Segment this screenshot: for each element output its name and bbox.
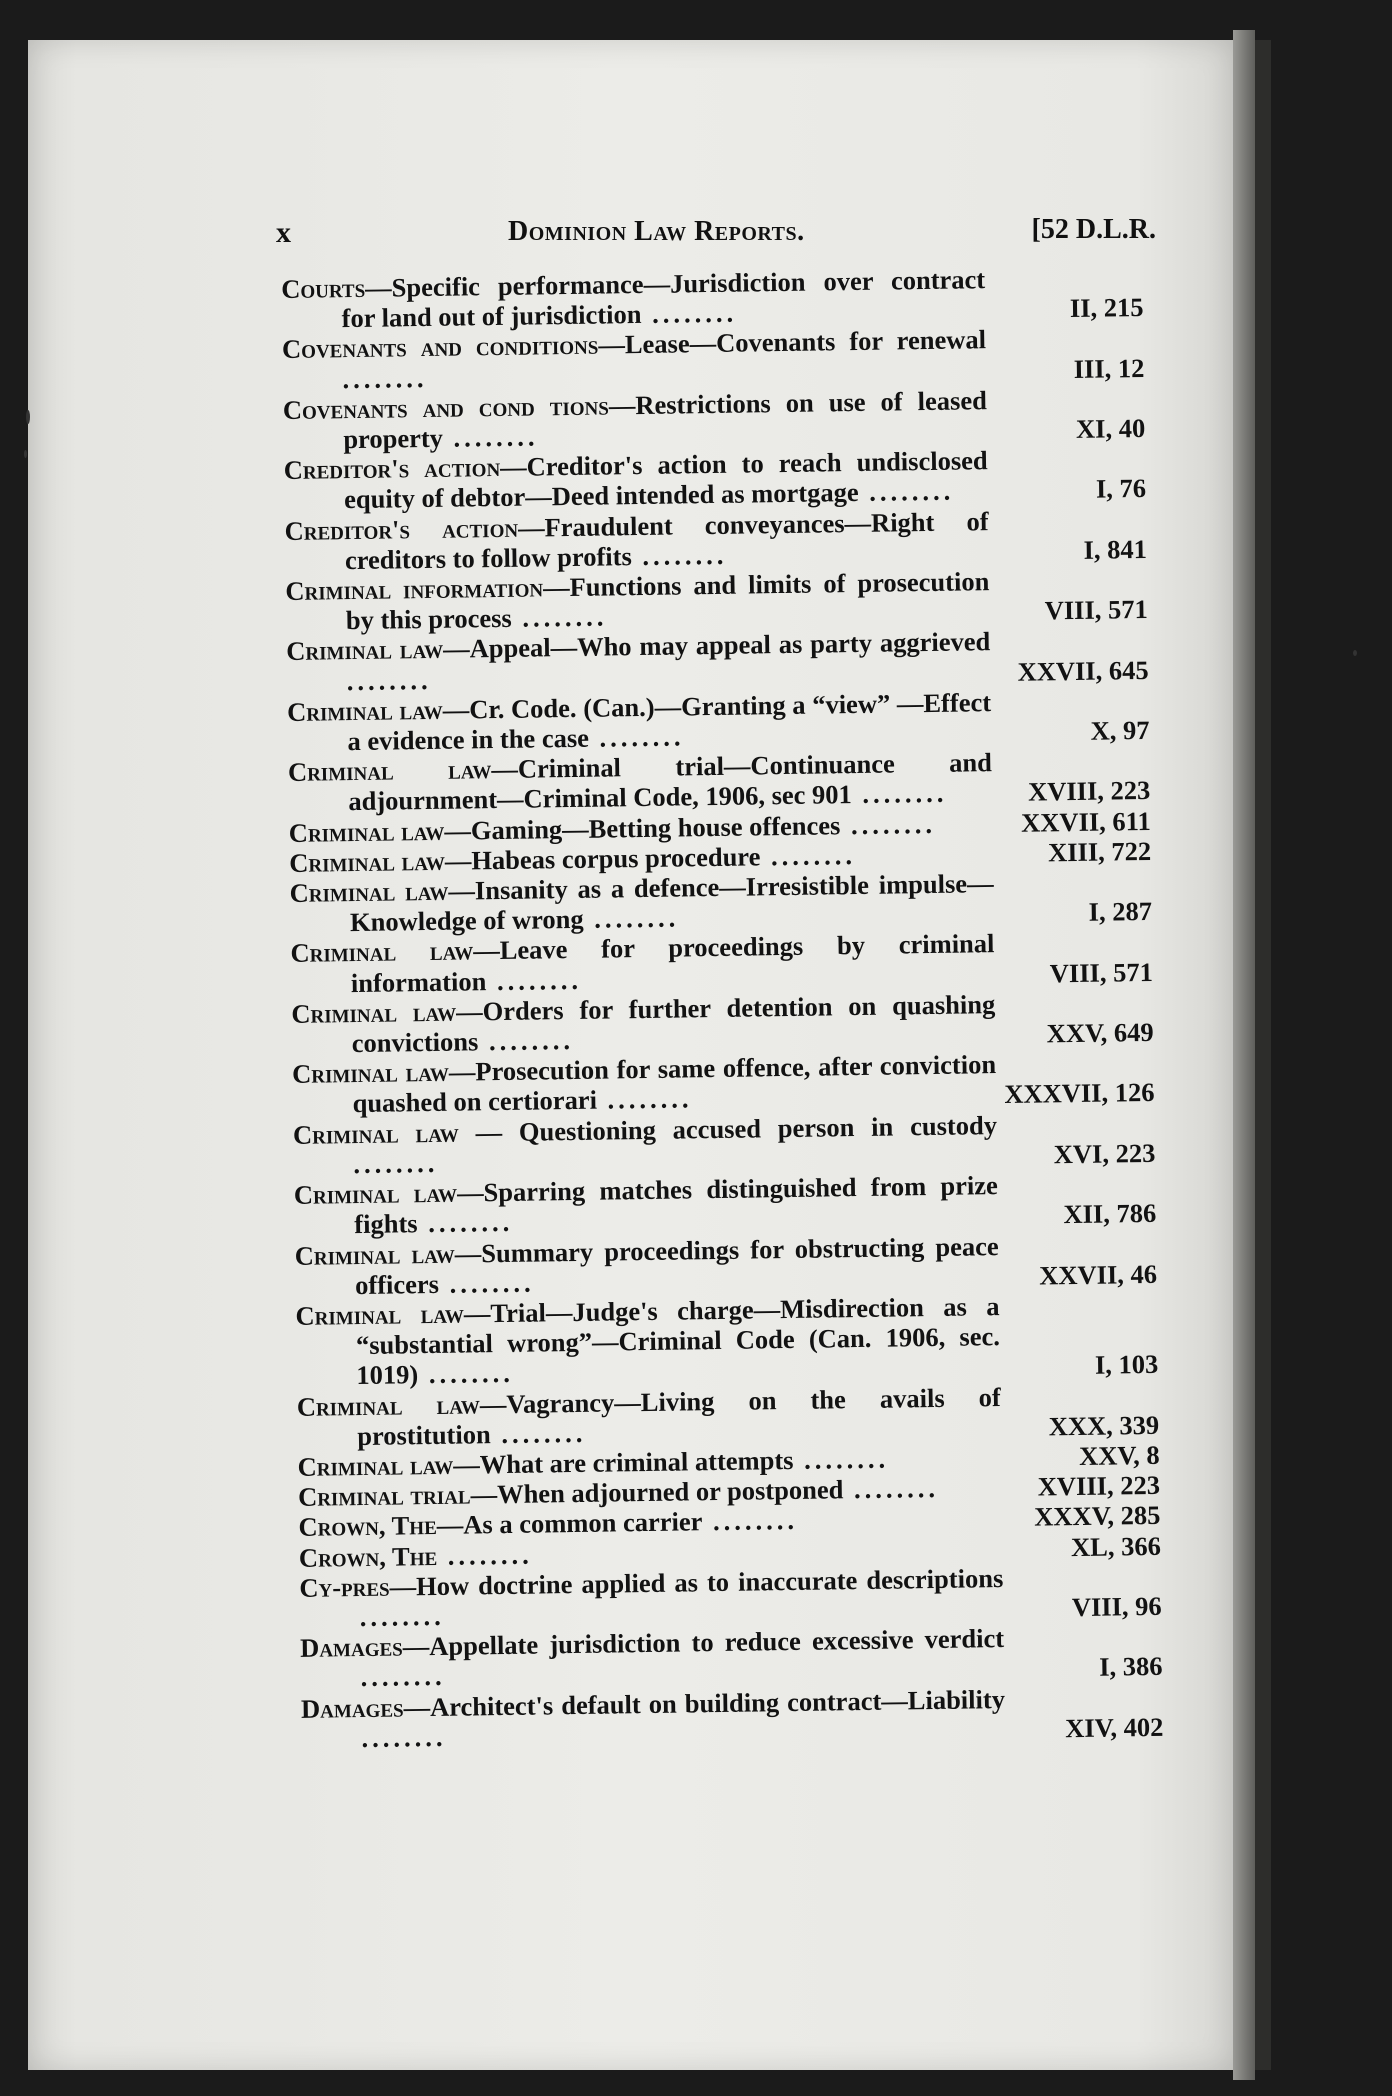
entry-subject: —Specific performance—Jurisdiction over contract for land out of jurisdiction: [341, 264, 986, 334]
entry-subject: —As a common carrier: [436, 1506, 703, 1541]
index-entry: [295, 1289, 1158, 1392]
index-entry: [289, 866, 1152, 938]
entry-subject: —Summary proceedings for obstructing peace officers: [354, 1230, 999, 1300]
volume-page-reference: I, 841: [1083, 533, 1148, 565]
leader-dots: ........: [359, 1600, 445, 1632]
index-entry: [294, 1228, 1157, 1300]
volume-page-reference: XI, 40: [1075, 412, 1146, 444]
entry-headword: Criminal law: [288, 815, 445, 848]
entry-headword: Creditor's action: [284, 512, 519, 546]
entry-headword: Criminal law: [291, 996, 457, 1029]
leader-dots: ........: [486, 964, 583, 996]
entry-subject: —Prosecution for same offence, after conviction quashed on certiorari: [352, 1049, 997, 1119]
entry-text: [285, 566, 990, 636]
entry-headword: Crown, The: [298, 1510, 437, 1543]
page-edge-shadow: [1255, 40, 1271, 2070]
volume-page-reference: VIII, 571: [1049, 956, 1154, 989]
scan-mark: [26, 410, 30, 424]
volume-page-reference: I, 287: [1088, 896, 1153, 928]
index-entry: [283, 383, 1146, 455]
entry-text: [284, 445, 989, 515]
volume-page-reference: XXV, 649: [1046, 1016, 1154, 1049]
entry-headword: Cy-pres: [299, 1571, 390, 1603]
entry-subject: —Leave for proceedings by criminal information: [350, 928, 995, 998]
index-entry: [284, 443, 1147, 515]
scan-mark: [1353, 650, 1357, 656]
leader-dots: ........: [478, 1025, 575, 1057]
entry-text: [291, 989, 996, 1059]
leader-dots: ........: [442, 421, 539, 453]
volume-page-reference: XIII, 722: [1047, 835, 1152, 868]
entry-subject: —Architect's default on building contract—Liability: [403, 1683, 1006, 1722]
leader-dots: ........: [760, 839, 857, 872]
volume-page-reference: I, 103: [1094, 1349, 1159, 1381]
volume-page-reference: XXVII, 645: [1017, 654, 1149, 687]
scan-mark: [24, 450, 27, 458]
leader-dots: ........: [840, 808, 937, 840]
leader-dots: ........: [360, 1661, 446, 1693]
entry-text: [295, 1291, 1000, 1391]
volume-page-reference: XXVII, 46: [1039, 1258, 1158, 1291]
entry-headword: Criminal information: [285, 572, 544, 606]
index-entry: [299, 1561, 1162, 1633]
index-entry: [282, 322, 1145, 394]
entry-subject: —Sparring matches distinguished from prize fights: [354, 1170, 999, 1240]
entry-subject: —Criminal trial—Continuance and adjournment—Criminal Code, 1906, sec 901: [348, 747, 993, 817]
index-entry: [294, 1168, 1157, 1240]
entry-headword: Criminal law: [286, 694, 443, 727]
leader-dots: ........: [588, 721, 685, 753]
entry-subject: —Fraudulent conveyances—Right of creditors to follow profits: [344, 505, 989, 575]
entry-subject: —What are criminal attempts: [453, 1444, 794, 1480]
entry-text: [289, 868, 994, 938]
entry-subject: —Functions and limits of prosecution by this process: [345, 566, 990, 636]
volume-page-reference: XXXVII, 126: [1004, 1077, 1155, 1110]
entry-headword: Covenants and cond tions: [282, 390, 610, 425]
entry-subject: — Questioning accused person in custody: [458, 1109, 998, 1148]
page-folio: x: [276, 216, 291, 249]
index-entry: [284, 504, 1147, 576]
entry-subject: —Orders for further detention on quashing convictions: [351, 988, 996, 1059]
entry-text: [283, 385, 988, 455]
index-entries: [281, 262, 1164, 1754]
entry-text: [284, 506, 989, 576]
leader-dots: ........: [858, 476, 955, 508]
volume-page-reference: XIV, 402: [1064, 1711, 1164, 1743]
entry-text: [300, 1623, 1005, 1693]
volume-page-reference: III, 12: [1073, 352, 1145, 384]
leader-dots: ........: [843, 1473, 940, 1505]
volume-reference: [52 D.L.R.: [1031, 214, 1156, 245]
volume-page-reference: XVI, 223: [1053, 1137, 1156, 1170]
entry-headword: Damages: [300, 1691, 404, 1724]
entry-text: [294, 1231, 999, 1301]
leader-dots: ........: [583, 902, 680, 935]
index-entry: [301, 1681, 1164, 1753]
entry-headword: Criminal law: [286, 634, 444, 667]
index-entry: [292, 1047, 1155, 1119]
volume-page-reference: XVIII, 223: [1037, 1469, 1161, 1502]
entry-headword: Criminal law: [295, 1298, 465, 1331]
entry-headword: Criminal law: [296, 1388, 481, 1422]
index-entry: [290, 926, 1153, 998]
entry-headword: Criminal law: [292, 1117, 460, 1150]
index-entry: [300, 1621, 1163, 1693]
entry-text: [286, 627, 991, 697]
entry-headword: Damages: [299, 1631, 403, 1664]
leader-dots: ........: [793, 1443, 890, 1475]
entry-headword: Criminal law: [293, 1177, 458, 1211]
volume-page-reference: VIII, 571: [1044, 594, 1148, 626]
leader-dots: ........: [436, 1539, 533, 1571]
leader-dots: ........: [417, 1358, 515, 1390]
entry-text: [294, 1170, 999, 1240]
index-entry: [286, 624, 1149, 696]
leader-dots: ........: [346, 664, 432, 696]
volume-page-reference: XXV, 8: [1078, 1439, 1160, 1471]
entry-headword: Criminal law: [289, 845, 446, 878]
leader-dots: ........: [702, 1505, 799, 1537]
entry-headword: Criminal law: [297, 1449, 454, 1482]
entry-subject: —Trial—Judge's charge—Misdirection as a “substantial wrong”—Criminal Code (Can. 1906, sec. 1019): [355, 1290, 1001, 1391]
entry-subject: —Gaming—Betting house offences: [444, 809, 841, 846]
leader-dots: ........: [511, 601, 608, 634]
volume-page-reference: XXX, 339: [1048, 1409, 1160, 1442]
entry-subject: —How doctrine applied as to inaccurate descriptions: [389, 1562, 1004, 1602]
entry-text: [288, 747, 993, 817]
entry-subject: —Insanity as a defence—Irresistible impulse—Knowledge of wrong: [349, 868, 994, 938]
leader-dots: ........: [851, 778, 948, 810]
entry-text: [292, 1049, 997, 1119]
entry-text: [290, 929, 995, 999]
leader-dots: ........: [361, 1721, 447, 1753]
volume-page-reference: I, 386: [1098, 1651, 1163, 1683]
entry-headword: Criminal law: [287, 754, 492, 788]
entry-headword: Crown, The: [298, 1540, 438, 1573]
volume-page-reference: XXXV, 285: [1034, 1500, 1161, 1532]
entry-headword: Criminal law: [291, 1057, 450, 1090]
leader-dots: ........: [631, 539, 728, 571]
volume-page-reference: X, 97: [1090, 714, 1150, 746]
entry-text: [299, 1563, 1004, 1633]
entry-headword: Criminal trial: [297, 1479, 471, 1513]
index-entry: [285, 564, 1148, 636]
entry-subject: —When adjourned or postponed: [470, 1474, 844, 1510]
entry-subject: —Appeal—Who may appeal as party aggrieved: [442, 626, 991, 665]
entry-headword: Creditor's action: [283, 452, 501, 486]
entry-text: [293, 1110, 998, 1180]
entry-text: [301, 1684, 1006, 1754]
leader-dots: ........: [342, 362, 428, 394]
leader-dots: ........: [596, 1083, 693, 1116]
entry-subject: —Restrictions on use of leased property: [343, 384, 988, 455]
entry-subject: —Lease—Covenants for renewal: [598, 324, 987, 360]
entry-subject: —Appellate jurisdiction to reduce excessive verdict: [402, 1623, 1005, 1662]
leader-dots: ........: [490, 1417, 587, 1449]
entry-headword: Criminal law: [294, 1238, 455, 1271]
running-title: Dominion Law Reports.: [508, 216, 805, 247]
entry-subject: —Vagrancy—Living on the avails of prostitution: [357, 1381, 1001, 1451]
leader-dots: ........: [417, 1207, 514, 1239]
entry-headword: Covenants and conditions: [281, 329, 599, 365]
leader-dots: ........: [641, 297, 738, 330]
entry-text: [282, 325, 987, 395]
volume-page-reference: XVIII, 223: [1027, 775, 1151, 808]
volume-page-reference: XII, 786: [1063, 1198, 1157, 1230]
page-edge: [1233, 30, 1255, 2080]
entry-text: [297, 1382, 1002, 1452]
entry-headword: Courts: [281, 272, 366, 304]
index-entry: [281, 262, 1144, 334]
volume-page-reference: VIII, 96: [1071, 1590, 1162, 1623]
entry-subject: —Creditor's action to reach undisclosed equity of debtor—Deed intended as mortgage: [343, 445, 988, 515]
running-header: [276, 212, 1156, 252]
entry-subject: —Habeas corpus procedure: [444, 841, 761, 876]
entry-headword: Criminal law: [289, 875, 449, 909]
entry-headword: Criminal law: [290, 935, 474, 969]
volume-page-reference: II, 215: [1069, 292, 1144, 324]
entry-text: [287, 687, 992, 757]
volume-page-reference: XL, 366: [1070, 1530, 1162, 1562]
volume-page-reference: XXVII, 611: [1020, 805, 1151, 838]
entry-text: [281, 264, 986, 334]
leader-dots: ........: [438, 1267, 535, 1299]
index-entry: [293, 1108, 1156, 1180]
entry-subject: —Cr. Code. (Can.)—Granting a “view” —Effect a evidence in the case: [347, 686, 992, 757]
leader-dots: ........: [353, 1147, 439, 1179]
index-entry: [287, 685, 1150, 757]
volume-page-reference: I, 76: [1095, 473, 1147, 505]
index-entry: [291, 987, 1154, 1059]
